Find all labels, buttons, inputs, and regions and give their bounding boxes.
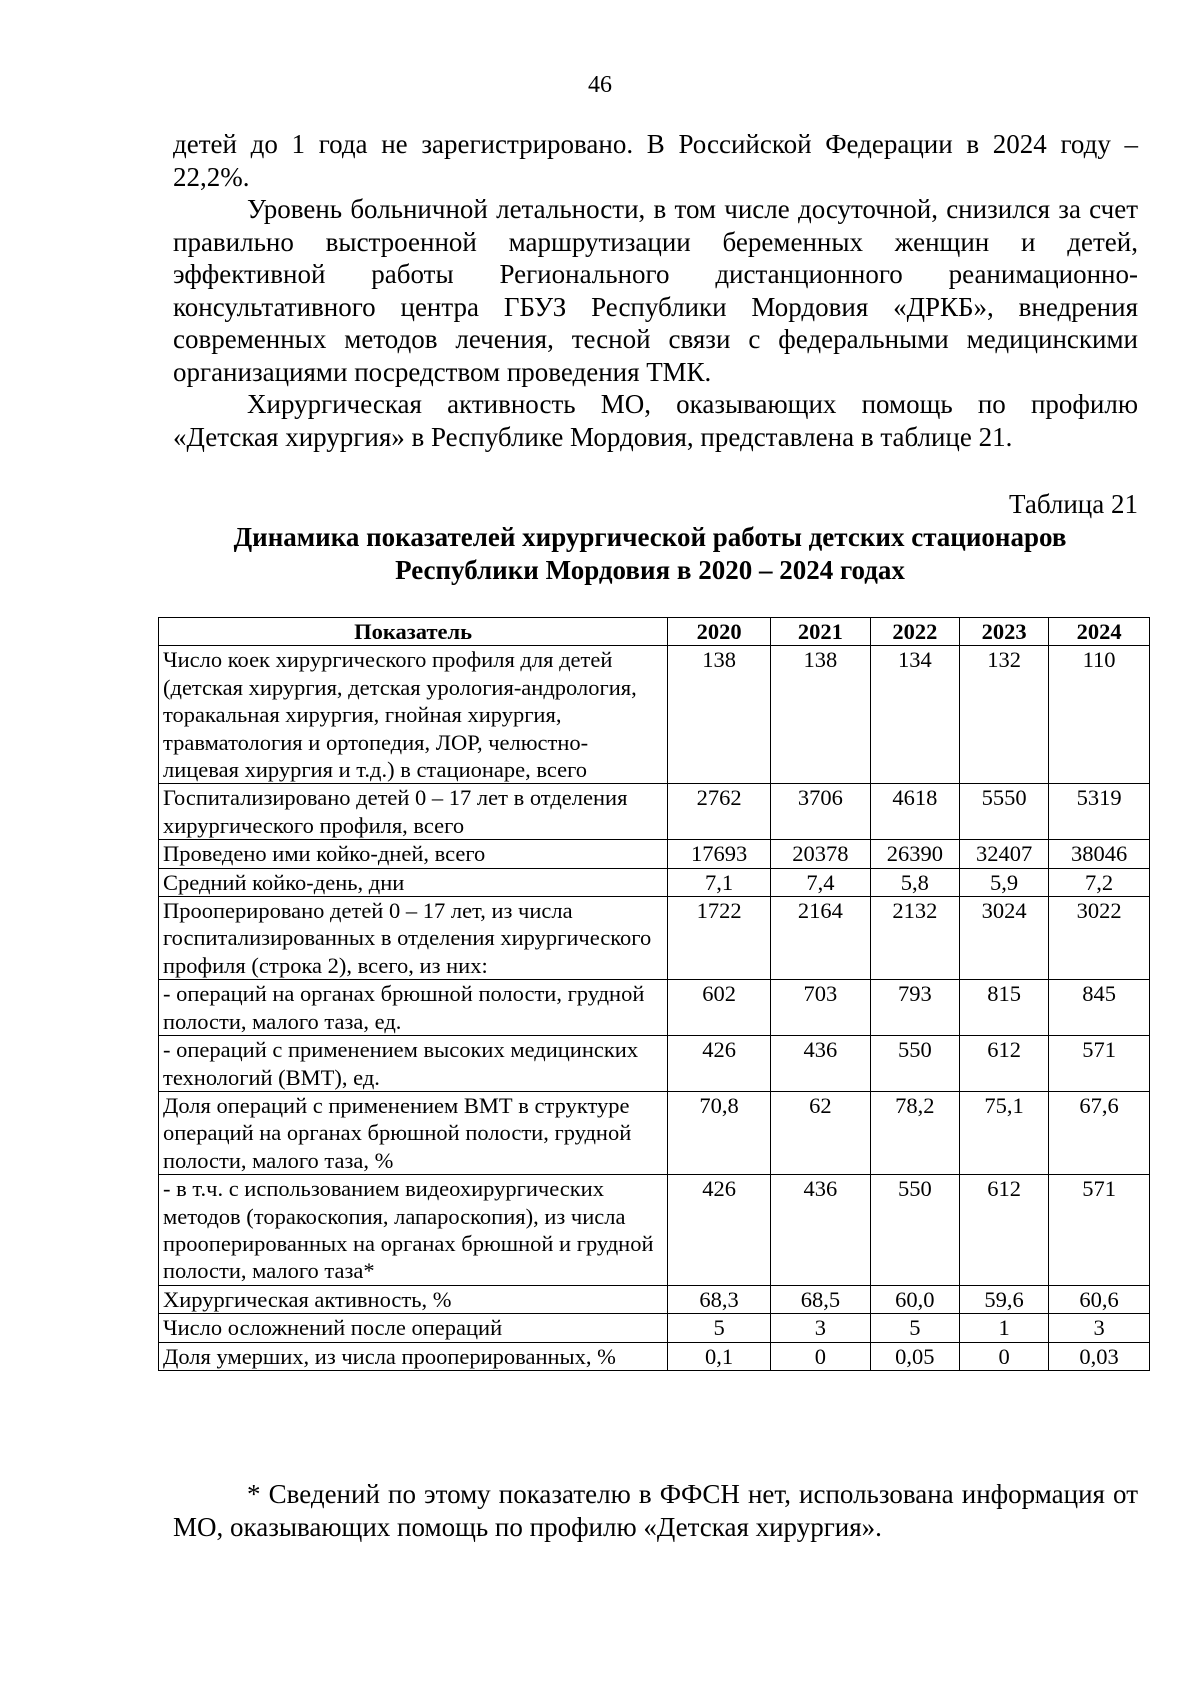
page-number: 46 xyxy=(588,72,612,98)
table-row xyxy=(159,1342,1150,1370)
row-label: Число осложнений после операций xyxy=(159,1314,668,1342)
cell-value: 0,03 xyxy=(1049,1342,1150,1370)
cell-value: 436 xyxy=(771,1036,871,1092)
row-label: - в т.ч. с использованием видеохирургических методов (торакоскопия, лапароскопия), из числа прооперированных на органах брюшной и грудной полости, малого таза* xyxy=(159,1175,668,1286)
table-row xyxy=(159,1036,1150,1092)
table-row xyxy=(159,1314,1150,1342)
cell-value: 0,05 xyxy=(870,1342,959,1370)
statistics-table xyxy=(158,617,1150,1371)
cell-value: 2132 xyxy=(870,897,959,980)
cell-value: 612 xyxy=(959,1175,1048,1286)
cell-value: 602 xyxy=(668,980,771,1036)
cell-value: 110 xyxy=(1049,646,1150,784)
table-body xyxy=(159,646,1150,1371)
column-header: 2021 xyxy=(771,618,871,646)
row-label: Проведено ими койко-дней, всего xyxy=(159,840,668,868)
footnote-text: * Сведений по этому показателю в ФФСН нет, использована информация от МО, оказывающих помощь по профилю «Детская хирургия». xyxy=(173,1479,1138,1542)
cell-value: 7,2 xyxy=(1049,868,1150,896)
cell-value: 70,8 xyxy=(668,1091,771,1174)
paragraph-1: детей до 1 года не зарегистрировано. В Российской Федерации в 2024 году – 22,2%. xyxy=(173,129,1138,192)
cell-value: 32407 xyxy=(959,840,1048,868)
column-header: 2022 xyxy=(870,618,959,646)
table-row xyxy=(159,868,1150,896)
table-title-line-1: Динамика показателей хирургической работы детских стационаров xyxy=(233,522,1067,552)
cell-value: 5,8 xyxy=(870,868,959,896)
table-row xyxy=(159,784,1150,840)
cell-value: 68,5 xyxy=(771,1285,871,1313)
row-label: - операций с применением высоких медицинских технологий (ВМТ), ед. xyxy=(159,1036,668,1092)
cell-value: 7,4 xyxy=(771,868,871,896)
cell-value: 132 xyxy=(959,646,1048,784)
cell-value: 436 xyxy=(771,1175,871,1286)
cell-value: 5319 xyxy=(1049,784,1150,840)
cell-value: 703 xyxy=(771,980,871,1036)
cell-value: 0 xyxy=(771,1342,871,1370)
table-label: Таблица 21 xyxy=(1009,489,1138,519)
cell-value: 68,3 xyxy=(668,1285,771,1313)
column-header: 2020 xyxy=(668,618,771,646)
cell-value: 845 xyxy=(1049,980,1150,1036)
cell-value: 59,6 xyxy=(959,1285,1048,1313)
table-row xyxy=(159,1285,1150,1313)
column-header: 2024 xyxy=(1049,618,1150,646)
table-row xyxy=(159,1091,1150,1174)
table-title xyxy=(150,521,1150,587)
cell-value: 550 xyxy=(870,1175,959,1286)
row-label: Доля умерших, из числа прооперированных, % xyxy=(159,1342,668,1370)
table-row xyxy=(159,1175,1150,1286)
cell-value: 38046 xyxy=(1049,840,1150,868)
table-header-row xyxy=(159,618,1150,646)
cell-value: 67,6 xyxy=(1049,1091,1150,1174)
cell-value: 5550 xyxy=(959,784,1048,840)
cell-value: 550 xyxy=(870,1036,959,1092)
table-title-line-2: Республики Мордовия в 2020 – 2024 годах xyxy=(395,555,905,585)
row-label: Доля операций с применением ВМТ в структуре операций на органах брюшной полости, грудной полости, малого таза, % xyxy=(159,1091,668,1174)
cell-value: 138 xyxy=(771,646,871,784)
cell-value: 793 xyxy=(870,980,959,1036)
cell-value: 134 xyxy=(870,646,959,784)
cell-value: 3 xyxy=(1049,1314,1150,1342)
cell-value: 426 xyxy=(668,1175,771,1286)
cell-value: 5 xyxy=(870,1314,959,1342)
body-text xyxy=(173,128,1138,453)
column-header: 2023 xyxy=(959,618,1048,646)
paragraph-2: Уровень больничной летальности, в том числе досуточной, снизился за счет правильно выстроенной маршрутизации беременных женщин и детей, эффективной работы Регионального дистанционного реанимационно-консультативного центра ГБУЗ Республики Мордовия «ДРКБ», внедрения современных методов лечения, тесной связи с федеральными медицинскими организациями посредством проведения ТМК. xyxy=(173,194,1138,387)
table-row xyxy=(159,840,1150,868)
cell-value: 2762 xyxy=(668,784,771,840)
cell-value: 17693 xyxy=(668,840,771,868)
cell-value: 5 xyxy=(668,1314,771,1342)
cell-value: 26390 xyxy=(870,840,959,868)
table-row xyxy=(159,897,1150,980)
row-label: Средний койко-день, дни xyxy=(159,868,668,896)
column-header: Показатель xyxy=(159,618,668,646)
table-row xyxy=(159,646,1150,784)
cell-value: 426 xyxy=(668,1036,771,1092)
cell-value: 4618 xyxy=(870,784,959,840)
cell-value: 78,2 xyxy=(870,1091,959,1174)
cell-value: 60,0 xyxy=(870,1285,959,1313)
cell-value: 612 xyxy=(959,1036,1048,1092)
row-label: Хирургическая активность, % xyxy=(159,1285,668,1313)
table-row xyxy=(159,980,1150,1036)
cell-value: 20378 xyxy=(771,840,871,868)
row-label: Число коек хирургического профиля для детей (детская хирургия, детская урология-андрология, торакальная хирургия, гнойная хирургия, травматология и ортопедия, ЛОР, челюстно-лицевая хирургия и т.д.) в стационаре, всего xyxy=(159,646,668,784)
cell-value: 3022 xyxy=(1049,897,1150,980)
cell-value: 7,1 xyxy=(668,868,771,896)
cell-value: 571 xyxy=(1049,1175,1150,1286)
cell-value: 5,9 xyxy=(959,868,1048,896)
cell-value: 2164 xyxy=(771,897,871,980)
footnote xyxy=(173,1478,1138,1543)
row-label: Прооперировано детей 0 – 17 лет, из числа госпитализированных в отделения хирургического профиля (строка 2), всего, из них: xyxy=(159,897,668,980)
cell-value: 0,1 xyxy=(668,1342,771,1370)
cell-value: 60,6 xyxy=(1049,1285,1150,1313)
cell-value: 571 xyxy=(1049,1036,1150,1092)
cell-value: 138 xyxy=(668,646,771,784)
cell-value: 3 xyxy=(771,1314,871,1342)
cell-value: 3024 xyxy=(959,897,1048,980)
cell-value: 815 xyxy=(959,980,1048,1036)
cell-value: 1722 xyxy=(668,897,771,980)
paragraph-3: Хирургическая активность МО, оказывающих помощь по профилю «Детская хирургия» в Республике Мордовия, представлена в таблице 21. xyxy=(173,389,1138,452)
cell-value: 0 xyxy=(959,1342,1048,1370)
cell-value: 3706 xyxy=(771,784,871,840)
cell-value: 1 xyxy=(959,1314,1048,1342)
row-label: - операций на органах брюшной полости, грудной полости, малого таза, ед. xyxy=(159,980,668,1036)
cell-value: 75,1 xyxy=(959,1091,1048,1174)
cell-value: 62 xyxy=(771,1091,871,1174)
row-label: Госпитализировано детей 0 – 17 лет в отделения хирургического профиля, всего xyxy=(159,784,668,840)
